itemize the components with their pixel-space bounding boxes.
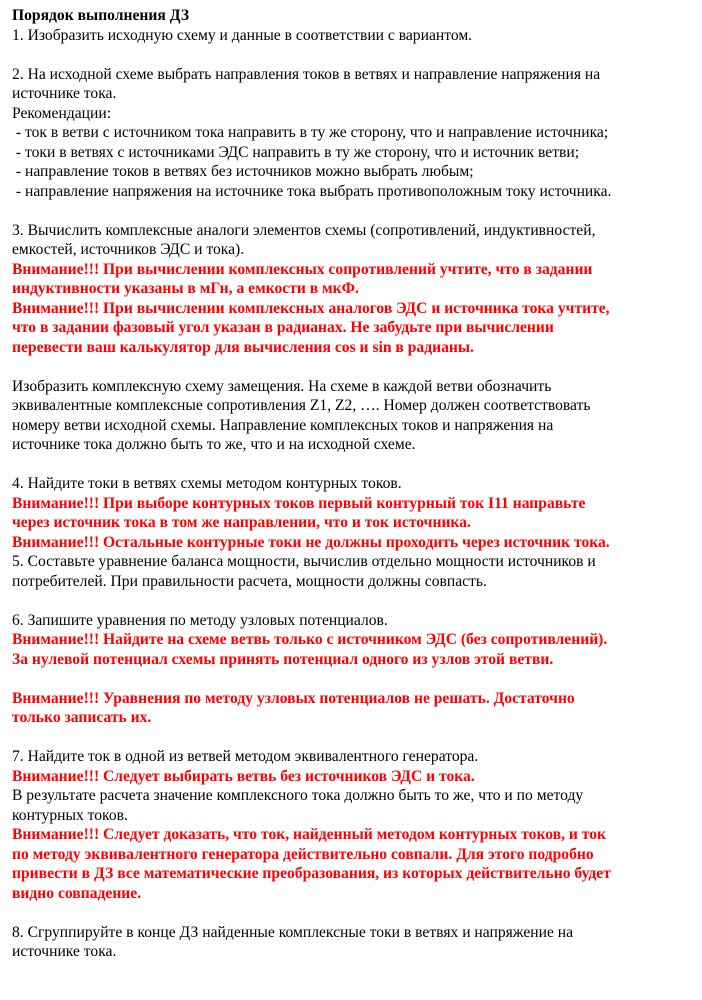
section-7 bbox=[12, 747, 702, 903]
warning-text: через источник тока в том же направлении, что и ток источника. bbox=[12, 514, 471, 531]
section-6 bbox=[12, 611, 702, 728]
spacer bbox=[12, 357, 702, 377]
item-2-line-1: 2. На исходной схеме выбрать направления токов в ветвях и направление напряжения на bbox=[12, 65, 601, 83]
spacer bbox=[12, 728, 702, 748]
section-5 bbox=[12, 552, 702, 591]
recommendation-2: - токи в ветвях с источниками ЭДС направить в ту же сторону, что и источник ветви; bbox=[12, 143, 580, 161]
spacer bbox=[12, 45, 702, 65]
item-8-line-2: источнике тока. bbox=[12, 943, 117, 960]
scheme-line-3: номеру ветви исходной схемы. Направление комплексных токов и напряжения на bbox=[12, 416, 554, 434]
scheme-line-1: Изобразить комплексную схему замещения. На схеме в каждой ветви обозначить bbox=[12, 377, 552, 395]
warning-text: Внимание!!! При выборе контурных токов первый контурный ток I11 направьте bbox=[12, 494, 586, 512]
item-3-line-2: емкостей, источников ЭДС и тока). bbox=[12, 241, 245, 258]
warning-text: видно совпадение. bbox=[12, 884, 142, 902]
section-3 bbox=[12, 221, 702, 358]
item-1: 1. Изобразить исходную схему и данные в соответствии с вариантом. bbox=[12, 26, 473, 44]
warning-text: что в задании фазовый угол указан в радианах. Не забудьте при вычислении bbox=[12, 319, 554, 336]
scheme-line-4: источнике тока должно быть то же, что и на исходной схеме. bbox=[12, 436, 416, 453]
warning-text: Внимание!!! Найдите на схеме ветвь только с источником ЭДС (без сопротивлений). bbox=[12, 631, 608, 648]
recommendation-3: - направление токов в ветвях без источников можно выбрать любым; bbox=[12, 163, 474, 180]
item-5-line-1: 5. Составьте уравнение баланса мощности, вычислив отдельно мощности источников и bbox=[12, 553, 596, 570]
spacer bbox=[12, 201, 702, 221]
item-3-line-1: 3. Вычислить комплексные аналоги элементов схемы (сопротивлений, индуктивностей, bbox=[12, 221, 596, 239]
warning-text: индуктивности указаны в мГн, а емкости в мкФ. bbox=[12, 280, 359, 297]
section-8 bbox=[12, 923, 702, 962]
item-8-line-1: 8. Сгруппируйте в конце ДЗ найденные комплексные токи в ветвях и напряжение на bbox=[12, 923, 574, 941]
page-title: Порядок выполнения ДЗ bbox=[12, 7, 190, 24]
warning-text: Внимание!!! При вычислении комплексных сопротивлений учтите, что в задании bbox=[12, 260, 593, 278]
section-2 bbox=[12, 65, 702, 202]
recommendation-1: - ток в ветви с источником тока направить в ту же сторону, что и направление источника; bbox=[12, 124, 609, 141]
item-2-line-2: источнике тока. bbox=[12, 85, 117, 102]
warning-text: Внимание!!! Остальные контурные токи не должны проходить через источник тока. bbox=[12, 533, 610, 551]
recommendation-4: - направление напряжения на источнике тока выбрать противоположным току источника. bbox=[12, 182, 612, 200]
section-scheme bbox=[12, 377, 702, 455]
spacer bbox=[12, 455, 702, 475]
warning-text: привести в ДЗ все математические преобразования, из которых действительно будет bbox=[12, 865, 611, 882]
warning-text: перевести ваш калькулятор для вычисления cos и sin в радианы. bbox=[12, 338, 474, 356]
warning-text: по методу эквивалентного генератора действительно совпали. Для этого подробно bbox=[12, 845, 594, 863]
item-6-line-1: 6. Запишите уравнения по методу узловых потенциалов. bbox=[12, 611, 388, 629]
item-7-line-1: 7. Найдите ток в одной из ветвей методом эквивалентного генератора. bbox=[12, 748, 479, 765]
spacer bbox=[12, 669, 702, 689]
section-4 bbox=[12, 474, 702, 552]
warning-text: Внимание!!! При вычислении комплексных аналогов ЭДС и источника тока учтите, bbox=[12, 299, 610, 317]
warning-text: Внимание!!! Уравнения по методу узловых потенциалов не решать. Достаточно bbox=[12, 689, 575, 707]
warning-text: Внимание!!! Следует доказать, что ток, найденный методом контурных токов, и ток bbox=[12, 826, 606, 843]
recommendations-heading: Рекомендации: bbox=[12, 104, 112, 122]
spacer bbox=[12, 903, 702, 923]
spacer bbox=[12, 591, 702, 611]
warning-text: только записать их. bbox=[12, 709, 152, 726]
warning-text: За нулевой потенциал схемы принять потенциал одного из узлов этой ветви. bbox=[12, 650, 554, 668]
scheme-line-2: эквивалентные комплексные сопротивления Z1, Z2, …. Номер должен соответствовать bbox=[12, 397, 591, 414]
item-7-line-3: контурных токов. bbox=[12, 806, 128, 824]
item-5-line-2: потребителей. При правильности расчета, мощности должны совпасть. bbox=[12, 572, 487, 590]
item-4-line-1: 4. Найдите токи в ветвях схемы методом контурных токов. bbox=[12, 475, 402, 492]
item-7-line-2: В результате расчета значение комплексного тока должно быть то же, что и по методу bbox=[12, 787, 584, 804]
warning-text: Внимание!!! Следует выбирать ветвь без источников ЭДС и тока. bbox=[12, 767, 475, 785]
